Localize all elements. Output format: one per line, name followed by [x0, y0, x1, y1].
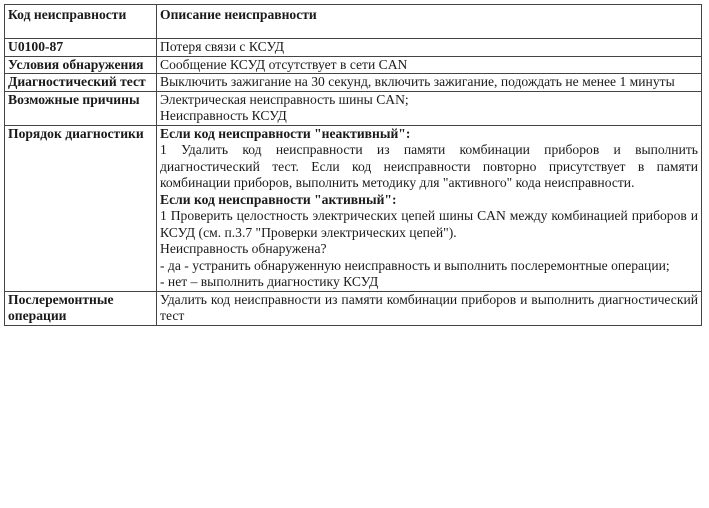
table-row-diag-test [5, 74, 702, 92]
active-step: 1 Проверить целостность электрических цепей шины CAN между комбинацией приборов и КСУД (см. п.3.7 "Проверки электрических цепей"). [160, 208, 698, 240]
cause-line-2: Неисправность КСУД [160, 108, 287, 123]
active-heading: Если код неисправности "активный": [160, 191, 397, 207]
row-diag-test-label: Диагностический тест [5, 74, 157, 92]
inactive-heading: Если код неисправности "неактивный": [160, 125, 411, 141]
row-causes-value [157, 91, 702, 125]
table-row-code [5, 39, 702, 57]
row-causes-label: Возможные причины [5, 91, 157, 125]
header-desc-label: Описание неисправности [157, 5, 702, 39]
inactive-step: 1 Удалить код неисправности из памяти комбинации приборов и выполнить диагностический тест. Если код неисправности повторно присутствует в памяти комбинации приборов, выполнить методику для "активного" кода неисправности. [160, 142, 698, 190]
row-conditions-label: Условия обнаружения [5, 56, 157, 74]
row-post-repair-label: Послеремонтные операции [5, 291, 157, 325]
row-diag-test-value: Выключить зажигание на 30 секунд, включить зажигание, подождать не менее 1 минуты [157, 74, 702, 92]
row-procedure-label: Порядок диагностики [5, 125, 157, 291]
table-row-procedure [5, 125, 702, 291]
answer-no: - нет – выполнить диагностику КСУД [160, 274, 379, 289]
fault-question: Неисправность обнаружена? [160, 241, 327, 256]
row-code-value: Потеря связи с КСУД [157, 39, 702, 57]
fault-code-document [4, 4, 702, 326]
row-procedure-value [157, 125, 702, 291]
row-post-repair-value: Удалить код неисправности из памяти комбинации приборов и выполнить диагностический тест [157, 291, 702, 325]
table-row-post-repair [5, 291, 702, 325]
fault-code-table [4, 4, 702, 326]
answer-yes: - да - устранить обнаруженную неисправность и выполнить послеремонтные операции; [160, 257, 670, 273]
header-code-label: Код неисправности [5, 5, 157, 39]
table-row-causes [5, 91, 702, 125]
cause-line-1: Электрическая неисправность шины CAN; [160, 91, 409, 107]
row-conditions-value: Сообщение КСУД отсутствует в сети CAN [157, 56, 702, 74]
row-code-label: U0100-87 [5, 39, 157, 57]
table-header-row [5, 5, 702, 39]
table-row-conditions [5, 56, 702, 74]
